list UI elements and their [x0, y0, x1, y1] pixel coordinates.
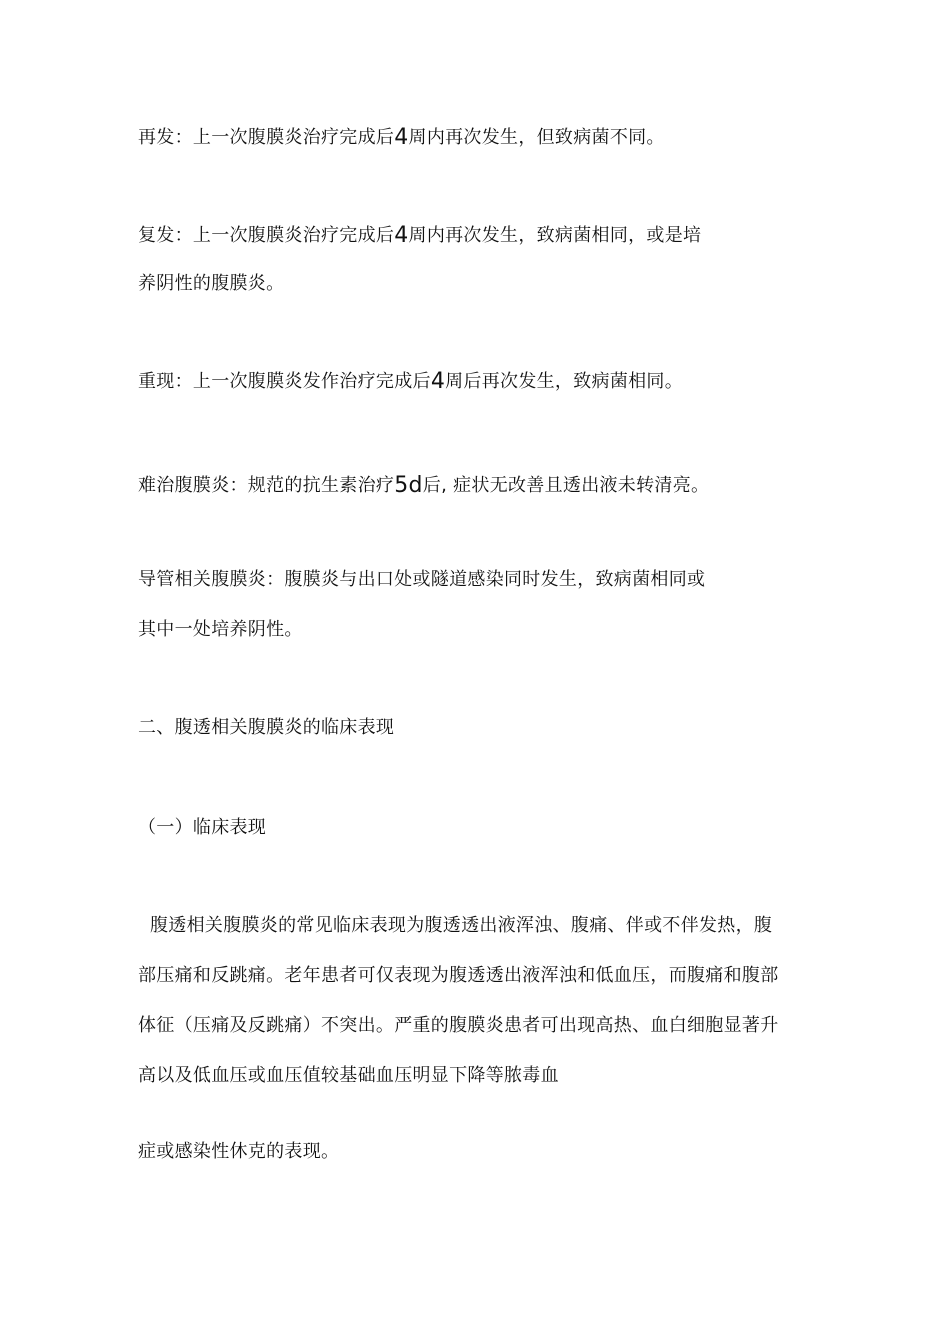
definition-refractory: [138, 474, 709, 498]
paragraph-line-5: 症或感染性休克的表现。: [138, 1141, 340, 1162]
text-suffix: 周内再次发生，但致病菌不同。: [408, 127, 665, 148]
paragraph-line-2: 部压痛和反跳痛。老年患者可仅表现为腹透透出液浑浊和低血压，而腹痛和腹部: [138, 965, 779, 986]
text-prefix: 再发：上一次腹膜炎治疗完成后: [138, 127, 395, 148]
definition-catheter-related-line1: 导管相关腹膜炎：腹膜炎与出口处或隧道感染同时发生，致病菌相同或: [138, 569, 706, 590]
section-heading: 二、腹透相关腹膜炎的临床表现: [138, 717, 395, 738]
text-suffix: 周内再次发生，致病菌相同，或是培: [408, 225, 702, 246]
text-prefix: 重现：上一次腹膜炎发作治疗完成后: [138, 371, 431, 392]
text-number: 4: [430, 369, 446, 394]
paragraph-line-4: 高以及低血压或血压值较基础血压明显下降等脓毒血: [138, 1065, 559, 1086]
text-number: 5d: [394, 473, 423, 498]
definition-catheter-related-line2: 其中一处培养阴性。: [138, 619, 303, 640]
paragraph-line-3: 体征（压痛及反跳痛）不突出。严重的腹膜炎患者可出现高热、血白细胞显著升: [138, 1015, 779, 1036]
definition-relapse-recurrence: [138, 126, 665, 150]
text-prefix: 复发：上一次腹膜炎治疗完成后: [138, 225, 395, 246]
text-prefix: 难治腹膜炎：规范的抗生素治疗: [138, 475, 395, 496]
text-number: 4: [394, 125, 409, 150]
subsection-heading: （一）临床表现: [138, 817, 267, 838]
definition-relapse-line1: [138, 224, 701, 248]
text-suffix: 后, 症状无改善且透出液未转清亮。: [422, 475, 710, 496]
paragraph-line-1: 腹透相关腹膜炎的常见临床表现为腹透透出液浑浊、腹痛、伴或不伴发热，腹: [150, 915, 773, 936]
definition-repeat: [138, 370, 683, 394]
definition-relapse-line2: 养阴性的腹膜炎。: [138, 273, 285, 294]
text-number: 4: [394, 223, 409, 248]
text-suffix: 周后再次发生，致病菌相同。: [445, 371, 684, 392]
